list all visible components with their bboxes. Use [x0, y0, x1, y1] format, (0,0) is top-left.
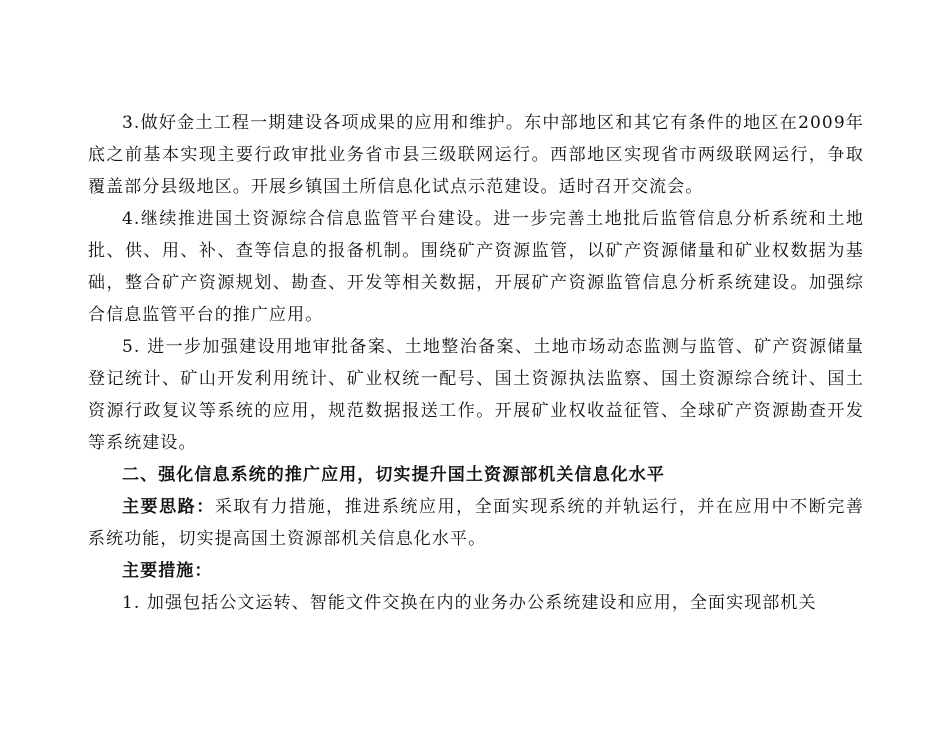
paragraph-item-5: 5. 进一步加强建设用地审批备案、土地整治备案、土地市场动态监测与监管、矿产资源储量登记统计、矿山开发利用统计、矿业权统一配号、国土资源执法监察、国土资源综合统计、国土资源行政复议等系统的应用，规范数据报送工作。开展矿业权收益征管、全球矿产资源勘查开发等系统建设。	[88, 337, 864, 453]
paragraph-item-4: 4.继续推进国土资源综合信息监管平台建设。进一步完善土地批后监管信息分析系统和土地批、供、用、补、查等信息的报备机制。围绕矿产资源监管，以矿产资源储量和矿业权数据为基础，整合矿产资源规划、勘查、开发等相关数据，开展矿产资源监管信息分析系统建设。加强综合信息监管平台的推广应用。	[88, 209, 864, 325]
main-approach-label: 主要思路：	[122, 497, 215, 517]
main-approach-text: 采取有力措施，推进系统应用，全面实现系统的并轨运行，并在应用中不断完善系统功能，切实提高国土资源部机关信息化水平。	[88, 497, 865, 549]
document-body	[88, 107, 864, 619]
main-measures-paragraph	[88, 555, 864, 587]
measure-item-1: 1. 加强包括公文运转、智能文件交换在内的业务办公系统建设和应用，全面实现部机关	[122, 593, 817, 613]
main-approach-paragraph	[88, 491, 864, 555]
paragraph-item-3: 3.做好金土工程一期建设各项成果的应用和维护。东中部地区和其它有条件的地区在2009年底之前基本实现主要行政审批业务省市县三级联网运行。西部地区实现省市两级联网运行，争取覆盖部分县级地区。开展乡镇国土所信息化试点示范建设。适时召开交流会。	[88, 113, 864, 197]
main-measures-label: 主要措施：	[122, 561, 213, 581]
section-heading: 二、强化信息系统的推广应用，切实提升国土资源部机关信息化水平	[122, 465, 665, 485]
